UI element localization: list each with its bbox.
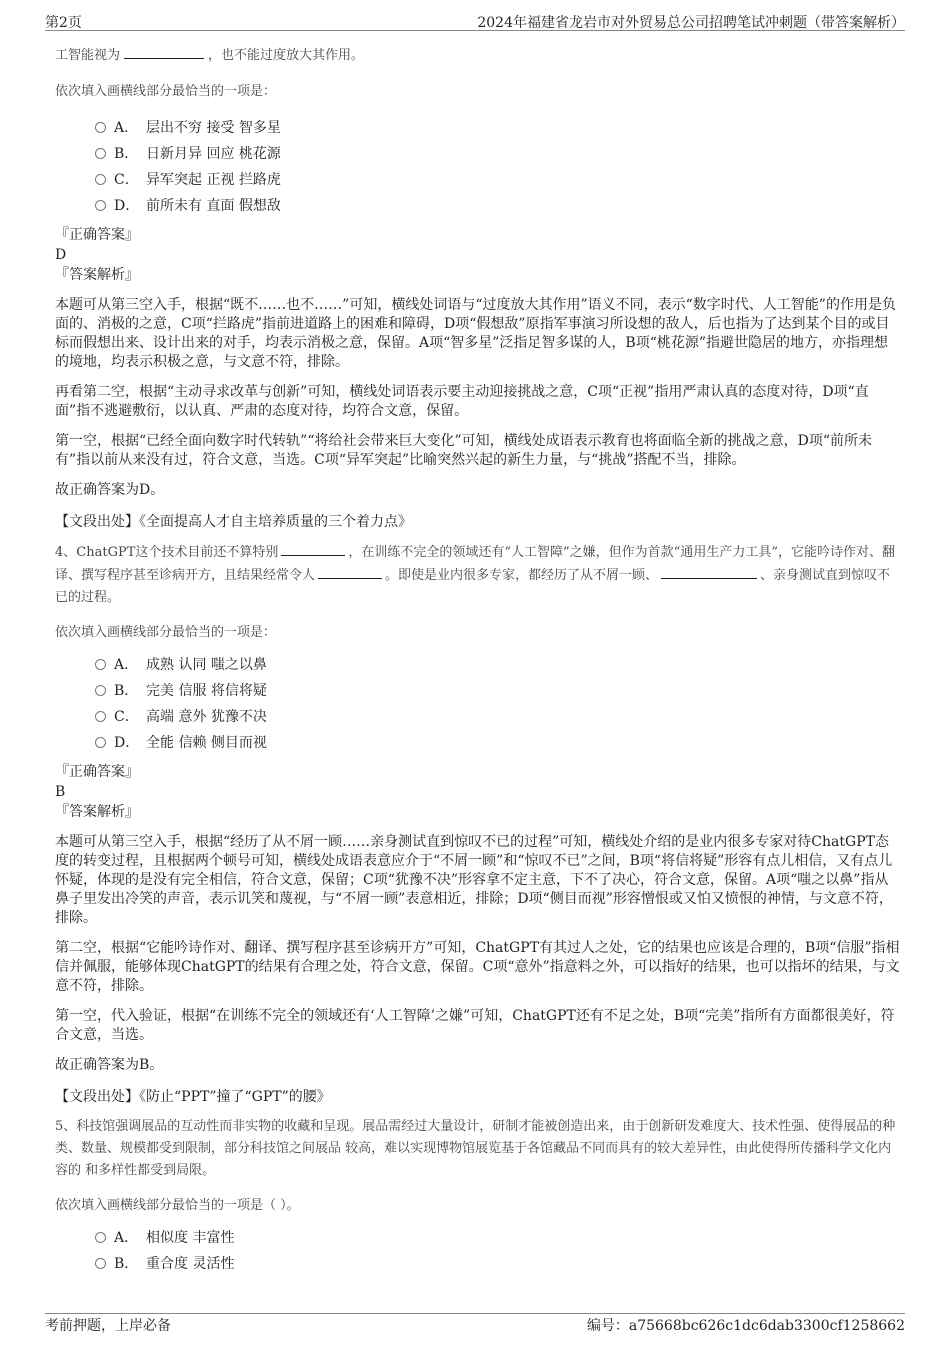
q3-stem-text-a: 工智能视为 [55,48,121,63]
option-letter: B． [114,683,139,699]
q3-source: 【文段出处】《全面提高人才自主培养质量的三个着力点》 [55,514,412,530]
q4-stem-text-b: ，在训练不完全的领域还有“人工智障”之嫌，但作为首款“通用生产力工具”，它能吟诗作对、翻译、撰写程序甚至诊病开方，且结果经常令人 [55,545,895,583]
radio-icon[interactable] [95,659,106,670]
option-text: 高端 意外 犹豫不决 [146,709,267,725]
q3-analysis-2: 再看第二空，根据“主动寻求改革与创新”可知，横线处词语表示要主动迎接挑战之意，C项“正视”指用严肃认真的态度对待，D项“直面”指不逃避敷衍，以认真、严肃的态度对待，均符合文意，保留。 [55,384,869,419]
option-text: 层出不穷 接受 智多星 [146,120,281,136]
option-letter: D． [114,198,140,214]
q3-analysis-3: 第一空，根据“已经全面向数字时代转轨”“将给社会带来巨大变化”可知，横线处成语表示教育也将面临全新的挑战之意，D项“前所未有”指以前从来没有过，符合文意，当选。C项“异军突起”比喻突然兴起的新生力量，与“挑战”搭配不当，排除。 [55,433,873,468]
q4-option-a[interactable] [95,652,900,678]
option-text: 相似度 丰富性 [146,1230,235,1246]
radio-icon[interactable] [95,122,106,133]
option-letter: A． [114,657,139,673]
option-letter: C． [114,709,139,725]
option-letter: C． [114,172,139,188]
option-letter: D． [114,735,140,751]
q4-analysis-3: 第一空，代入验证，根据“在训练不完全的领域还有‘人工智障’之嫌”可知，ChatGPT还有不足之处，B项“完美”指所有方面都很美好，符合文意，当选。 [55,1008,895,1043]
q4-blank-3 [661,564,757,579]
q5-stem: 5、科技馆强调展品的互动性而非实物的收藏和呈现。展品需经过大量设计，研制才能被创造出来，由于创新研发难度大、技术性强、使得展品的种类、数量、规模都受到限制，部分科技馆之间展品 较高，难以实现博物馆展览基于各馆藏品不同而具有的较大差异性，由此使得所传播科学文化内容的 和多样性都受到局限。 [55,1119,896,1178]
q4-stem-text-a: 4、ChatGPT这个技术目前还不算特别 [55,545,279,560]
option-text: 重合度 灵活性 [146,1256,235,1272]
q4-analysis-2: 第二空，根据“它能吟诗作对、翻译、撰写程序甚至诊病开方”可知，ChatGPT有其过人之处，它的结果也应该是合理的，B项“信服”指相信并佩服，能够体现ChatGPT的结果有合理之处，符合文意，保留。C项“意外”指意料之外，可以指好的结果，也可以指坏的结果，与文意不符，排除。 [55,940,900,994]
q3-stem [55,44,900,67]
radio-icon[interactable] [95,148,106,159]
option-letter: A． [114,1230,139,1246]
option-text: 日新月异 回应 桃花源 [146,146,281,162]
radio-icon[interactable] [95,1232,106,1243]
q4-source: 【文段出处】《防止“PPT”撞了“GPT”的腰》 [55,1089,331,1105]
q4-analysis-label: 『答案解析』 [55,804,139,820]
footer-slogan: 考前押题，上岸必备 [45,1318,171,1334]
q5-options [55,1225,900,1277]
q4-answer: B [55,784,66,800]
q3-answer: D [55,247,67,263]
option-letter: B． [114,1256,139,1272]
q3-option-d[interactable] [95,193,900,219]
q4-prompt: 依次填入画横线部分最恰当的一项是： [55,625,277,640]
document-title: 2024年福建省龙岩市对外贸易总公司招聘笔试冲刺题（带答案解析） [477,15,905,31]
q4-stem-text-c: 。即使是业内很多专家，都经历了从不屑一顾、 [385,568,659,583]
q3-analysis-1: 本题可从第三空入手，根据“既不……也不……”可知，横线处词语与“过度放大其作用”语义不同，表示“数字时代、人工智能”的作用是负面的、消极的之意，C项“拦路虎”指前进道路上的困难和障碍，D项“假想敌”原指军事演习所设想的敌人，后也指为了达到某个目的或目标而假想出来、设计出来的对手，均表示消极之意，保留。A项“智多星”泛指足智多谋的人，B项“桃花源”指避世隐居的地方，亦指理想的境地，均表示积极之意，与文意不符，排除。 [55,297,896,370]
q3-option-a[interactable] [95,115,900,141]
q4-blank-1 [281,541,345,556]
q4-stem [55,541,900,609]
q4-analysis-4: 故正确答案为B。 [55,1057,164,1073]
q3-option-c[interactable] [95,167,900,193]
q3-option-b[interactable] [95,141,900,167]
q4-analysis-1: 本题可从第三空入手，根据“经历了从不屑一顾……亲身测试直到惊叹不已的过程”可知，横线处介绍的是业内很多专家对待ChatGPT态度的转变过程，且根据两个顿号可知，横线处成语表意应介于“不屑一顾”和“惊叹不已”之间，B项“将信将疑”形容有点儿相信，又有点儿怀疑，体现的是没有完全相信，符合文意，保留；C项“犹豫不决”形容拿不定主意，下不了决心，符合文意，保留。A项“嗤之以鼻”指从鼻子里发出冷笑的声音，表示讥笑和蔑视，与“不屑一顾”表意相近，排除；D项“侧目而视”形容憎恨或又怕又愤恨的神情，与文意不符，排除。 [55,834,893,926]
q4-option-b[interactable] [95,678,900,704]
q4-option-d[interactable] [95,730,900,756]
q3-prompt: 依次填入画横线部分最恰当的一项是： [55,84,277,99]
radio-icon[interactable] [95,1258,106,1269]
document-body [55,44,900,1277]
option-text: 前所未有 直面 假想敌 [146,198,281,214]
option-text: 异军突起 正视 拦路虎 [146,172,281,188]
radio-icon[interactable] [95,685,106,696]
q4-blank-2 [318,564,382,579]
page-number: 第2页 [45,15,82,31]
q5-option-b[interactable] [95,1251,900,1277]
radio-icon[interactable] [95,737,106,748]
q3-analysis-label: 『答案解析』 [55,267,139,283]
option-text: 成熟 认同 嗤之以鼻 [146,657,267,673]
page-footer [45,1313,905,1334]
option-text: 完美 信服 将信将疑 [146,683,267,699]
q3-answer-label: 『正确答案』 [55,227,139,243]
radio-icon[interactable] [95,711,106,722]
q4-stem-text-d: 、亲身测试直到惊叹不已的过程。 [55,568,891,605]
q3-blank [124,44,204,59]
q5-option-a[interactable] [95,1225,900,1251]
option-letter: B． [114,146,139,162]
radio-icon[interactable] [95,174,106,185]
q4-option-c[interactable] [95,704,900,730]
q3-stem-text-b: ，也不能过度放大其作用。 [208,48,365,63]
document-id: 编号：a75668bc626c1dc6dab3300cf1258662 [586,1318,905,1334]
page-header [45,10,905,31]
q5-prompt: 依次填入画横线部分最恰当的一项是（ ）。 [55,1198,300,1213]
radio-icon[interactable] [95,200,106,211]
option-letter: A． [114,120,139,136]
q3-options [55,115,900,219]
q4-answer-label: 『正确答案』 [55,764,139,780]
q3-analysis-4: 故正确答案为D。 [55,482,165,498]
q4-options [55,652,900,756]
option-text: 全能 信赖 侧目而视 [146,735,267,751]
